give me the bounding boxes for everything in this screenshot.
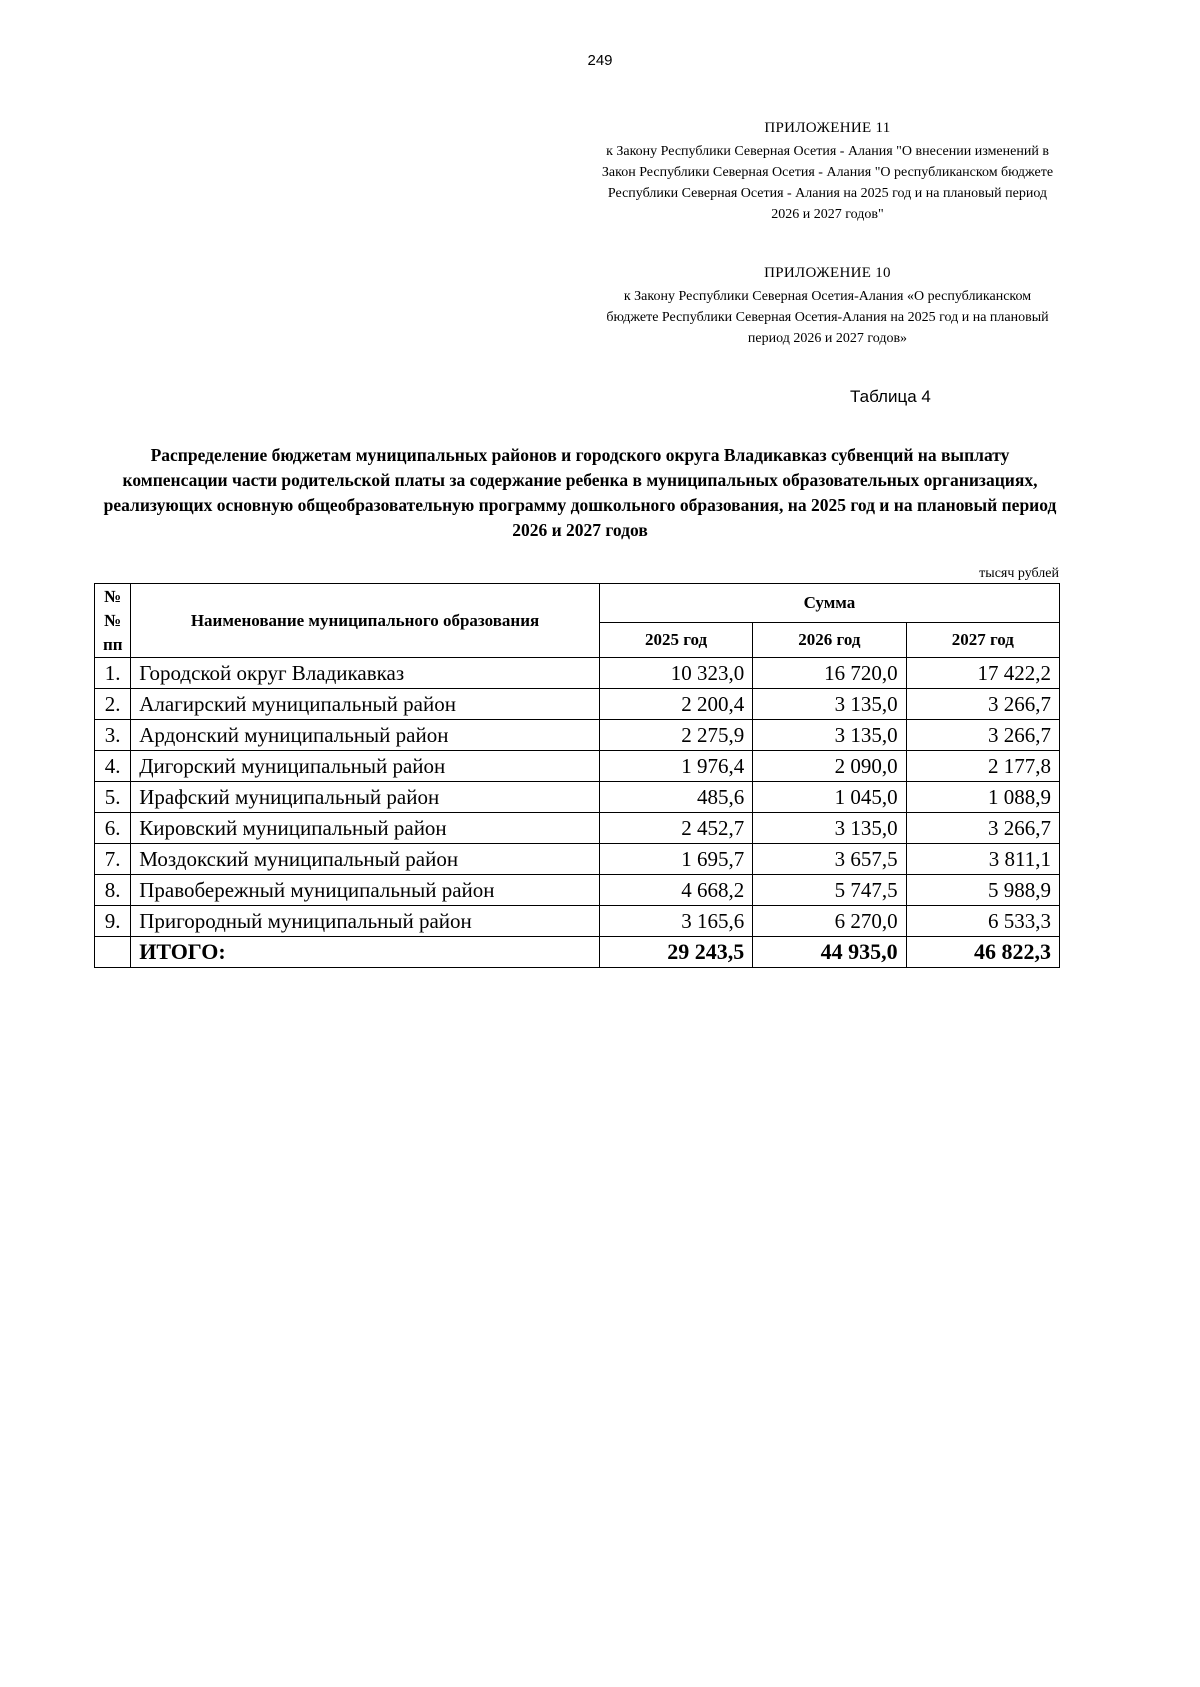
row-value-2027: 3 266,7	[906, 720, 1059, 751]
units-label: тысяч рублей	[979, 566, 1059, 581]
header-number: №№ пп	[95, 584, 131, 658]
header-year-2027: 2027 год	[906, 623, 1059, 658]
annex-11-text: к Закону Республики Северная Осетия - Алания "О внесении изменений в Закон Республики Северная Осетия - Алания "О республиканском бюджете Республики Северная Осетия - Алания на 2025 год и на плановый период 2026 и 2027 годов"	[601, 144, 1054, 222]
row-number: 2.	[95, 689, 131, 720]
row-value-2025: 2 200,4	[599, 689, 752, 720]
table-row	[95, 813, 1060, 844]
row-name: Алагирский муниципальный район	[131, 689, 600, 720]
total-value-2027: 46 822,3	[906, 937, 1059, 968]
row-value-2027: 17 422,2	[906, 658, 1059, 689]
row-value-2027: 3 811,1	[906, 844, 1059, 875]
annex-10-text: к Закону Республики Северная Осетия-Алания «О республиканском бюджете Республики Северная Осетия-Алания на 2025 год и на плановый период 2026 и 2027 годов»	[606, 289, 1049, 346]
row-name: Дигорский муниципальный район	[131, 751, 600, 782]
table-row	[95, 782, 1060, 813]
row-name: Городской округ Владикавказ	[131, 658, 600, 689]
row-number: 9.	[95, 906, 131, 937]
row-name: Правобережный муниципальный район	[131, 875, 600, 906]
row-value-2027: 5 988,9	[906, 875, 1059, 906]
row-number: 3.	[95, 720, 131, 751]
row-number: 5.	[95, 782, 131, 813]
row-value-2026: 1 045,0	[753, 782, 906, 813]
row-value-2026: 3 135,0	[753, 689, 906, 720]
annex-11-title: ПРИЛОЖЕНИЕ 11	[764, 120, 891, 136]
annex-10-title: ПРИЛОЖЕНИЕ 10	[764, 265, 891, 281]
row-value-2026: 5 747,5	[753, 875, 906, 906]
row-name: Ирафский муниципальный район	[131, 782, 600, 813]
header-year-2025: 2025 год	[599, 623, 752, 658]
total-number-cell	[95, 937, 131, 968]
table-label: Таблица 4	[850, 387, 931, 406]
annex-11-block	[600, 120, 1055, 225]
row-number: 7.	[95, 844, 131, 875]
row-value-2026: 3 657,5	[753, 844, 906, 875]
total-label: ИТОГО:	[131, 937, 600, 968]
row-number: 6.	[95, 813, 131, 844]
row-name: Пригородный муниципальный район	[131, 906, 600, 937]
header-name: Наименование муниципального образования	[131, 584, 600, 658]
row-name: Моздокский муниципальный район	[131, 844, 600, 875]
page-number: 249	[587, 52, 613, 69]
document-title: Распределение бюджетам муниципальных районов и городского округа Владикавказ субвенций на выплату компенсации части родительской платы за содержание ребенка в муниципальных образовательных организациях, реализующих основную общеобразовательную программу дошкольного образования, на 2025 год и на плановый период 2026 и 2027 годов	[103, 445, 1057, 540]
table-row	[95, 751, 1060, 782]
row-number: 8.	[95, 875, 131, 906]
table-row	[95, 875, 1060, 906]
row-value-2025: 3 165,6	[599, 906, 752, 937]
row-value-2026: 6 270,0	[753, 906, 906, 937]
annex-10-block	[600, 265, 1055, 349]
row-value-2025: 485,6	[599, 782, 752, 813]
row-value-2026: 2 090,0	[753, 751, 906, 782]
row-value-2025: 4 668,2	[599, 875, 752, 906]
row-value-2027: 2 177,8	[906, 751, 1059, 782]
table-row	[95, 720, 1060, 751]
row-name: Ардонский муниципальный район	[131, 720, 600, 751]
table-row	[95, 906, 1060, 937]
row-value-2027: 3 266,7	[906, 689, 1059, 720]
budget-table	[94, 583, 1060, 968]
row-value-2025: 2 275,9	[599, 720, 752, 751]
table-row	[95, 689, 1060, 720]
table-row	[95, 844, 1060, 875]
row-name: Кировский муниципальный район	[131, 813, 600, 844]
row-value-2025: 1 976,4	[599, 751, 752, 782]
total-value-2025: 29 243,5	[599, 937, 752, 968]
header-sum: Сумма	[599, 584, 1059, 623]
row-value-2026: 16 720,0	[753, 658, 906, 689]
row-value-2025: 10 323,0	[599, 658, 752, 689]
total-row	[95, 937, 1060, 968]
row-value-2027: 6 533,3	[906, 906, 1059, 937]
row-value-2027: 3 266,7	[906, 813, 1059, 844]
row-value-2025: 2 452,7	[599, 813, 752, 844]
row-value-2025: 1 695,7	[599, 844, 752, 875]
header-year-2026: 2026 год	[753, 623, 906, 658]
row-value-2026: 3 135,0	[753, 720, 906, 751]
row-value-2027: 1 088,9	[906, 782, 1059, 813]
total-value-2026: 44 935,0	[753, 937, 906, 968]
row-number: 1.	[95, 658, 131, 689]
table-row	[95, 658, 1060, 689]
row-value-2026: 3 135,0	[753, 813, 906, 844]
row-number: 4.	[95, 751, 131, 782]
